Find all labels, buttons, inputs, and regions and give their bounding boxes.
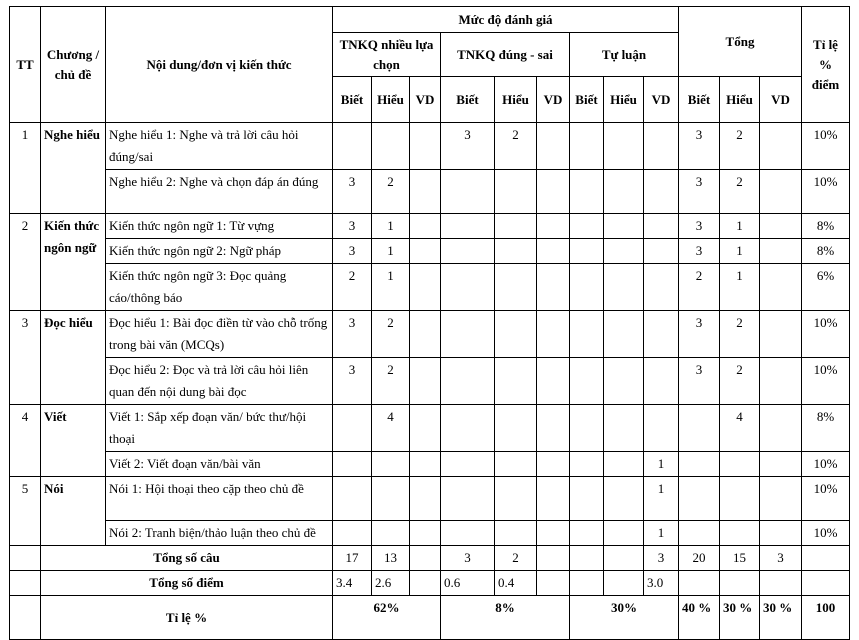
- cell-tf-v: [537, 170, 570, 214]
- cell-t-h: [720, 452, 760, 477]
- cell-es-b: [570, 239, 604, 264]
- cell-es-h: [604, 123, 644, 170]
- table-row: [10, 239, 850, 264]
- cell-tf-b: [441, 311, 495, 358]
- cell-es-v: [644, 358, 679, 405]
- cell-t-v: [760, 452, 802, 477]
- row-content: Đọc hiểu 2: Đọc và trả lời câu hỏi liên quan đến nội dung bài đọc: [106, 358, 333, 405]
- cell-t-v: [760, 170, 802, 214]
- cell-es-h: [604, 405, 644, 452]
- row-topic: Đọc hiểu: [41, 311, 106, 405]
- cell-mcq-h: 13: [372, 546, 410, 571]
- cell-mcq-v: [410, 452, 441, 477]
- cell-es-h: [604, 477, 644, 521]
- cell-tf-b: [441, 521, 495, 546]
- cell-t-b: 3: [679, 311, 720, 358]
- cell-mcq-h: [372, 521, 410, 546]
- row-number: 5: [10, 477, 41, 546]
- totals-questions-row: [10, 546, 850, 571]
- table-row: [10, 521, 850, 546]
- table-row: [10, 214, 850, 239]
- cell-tf-v: [537, 264, 570, 311]
- table-row: [10, 358, 850, 405]
- row-percent: 6%: [802, 264, 850, 311]
- header-ratio: Tỉ lệ % điểm: [802, 7, 850, 123]
- row-content: Nghe hiểu 2: Nghe và chọn đáp án đúng: [106, 170, 333, 214]
- row-content: Kiến thức ngôn ngữ 2: Ngữ pháp: [106, 239, 333, 264]
- cell-t-b: 2: [679, 264, 720, 311]
- totals-points-label: Tổng số điểm: [41, 571, 333, 596]
- matrix-page: [9, 6, 850, 640]
- cell-mcq-b: 17: [333, 546, 372, 571]
- cell-mcq-h: 2: [372, 358, 410, 405]
- header-total: Tổng: [679, 7, 802, 77]
- cell-es-b: [570, 405, 604, 452]
- cell-es-v: [644, 214, 679, 239]
- cell-t-h: 2: [720, 311, 760, 358]
- cell-es-v: [644, 123, 679, 170]
- row-topic: Nghe hiểu: [41, 123, 106, 214]
- header-mcq: TNKQ nhiều lựa chọn: [333, 33, 441, 77]
- row-percent: 10%: [802, 452, 850, 477]
- cell-tf-h: [495, 452, 537, 477]
- cell-t-h: 4: [720, 405, 760, 452]
- cell-mcq-b: 3: [333, 311, 372, 358]
- cell-es-h: [604, 311, 644, 358]
- cell-es-h: [604, 264, 644, 311]
- cell-tf-h: [495, 405, 537, 452]
- row-percent: 10%: [802, 358, 850, 405]
- header-truefalse: TNKQ đúng - sai: [441, 33, 570, 77]
- cell-es-v: [644, 170, 679, 214]
- cell-tf-b: 3: [441, 123, 495, 170]
- cell-mcq-v: [410, 521, 441, 546]
- row-number: 1: [10, 123, 41, 214]
- header-es-hieu: Hiểu: [604, 77, 644, 123]
- totals-points-row: [10, 571, 850, 596]
- row-content: Viết 1: Sắp xếp đoạn văn/ bức thư/hội thoại: [106, 405, 333, 452]
- row-number: 2: [10, 214, 41, 311]
- header-mcq-vd: VD: [410, 77, 441, 123]
- cell-tf-v: [537, 405, 570, 452]
- header-tf-vd: VD: [537, 77, 570, 123]
- header-content: Nội dung/đơn vị kiến thức: [106, 7, 333, 123]
- cell-mcq-v: [410, 170, 441, 214]
- cell-mcq-b: [333, 123, 372, 170]
- totals-ratio-label: Tỉ lệ %: [41, 596, 333, 640]
- row-percent: 8%: [802, 405, 850, 452]
- cell-es-v: 3: [644, 546, 679, 571]
- cell-t-h: 1: [720, 239, 760, 264]
- cell-es-b: [570, 477, 604, 521]
- cell-tf-h: [495, 477, 537, 521]
- cell-t-h: 2: [720, 123, 760, 170]
- ratio-truefalse: 8%: [441, 596, 570, 640]
- cell-mcq-v: [410, 123, 441, 170]
- cell-t-v: [760, 239, 802, 264]
- cell-es-h: [604, 358, 644, 405]
- table-row: [10, 405, 850, 452]
- cell-mcq-v: [410, 405, 441, 452]
- cell-tf-v: [537, 311, 570, 358]
- cell-t-b: 3: [679, 214, 720, 239]
- cell-mcq-b: [333, 452, 372, 477]
- cell-mcq-h: 1: [372, 214, 410, 239]
- header-mcq-hieu: Hiểu: [372, 77, 410, 123]
- cell-mcq-v: [410, 214, 441, 239]
- cell-t-h: 2: [720, 170, 760, 214]
- cell-es-v: [644, 311, 679, 358]
- row-content: Kiến thức ngôn ngữ 3: Đọc quảng cáo/thông báo: [106, 264, 333, 311]
- cell-t-b: 3: [679, 170, 720, 214]
- cell-mcq-b: [333, 405, 372, 452]
- cell-es-b: [570, 452, 604, 477]
- cell-es-b: [570, 358, 604, 405]
- cell-t-v: [760, 358, 802, 405]
- row-percent: 10%: [802, 477, 850, 521]
- row-content: Đọc hiểu 1: Bài đọc điền từ vào chỗ trống trong bài văn (MCQs): [106, 311, 333, 358]
- cell-mcq-h: [372, 123, 410, 170]
- table-row: [10, 452, 850, 477]
- cell-tf-v: [537, 546, 570, 571]
- table-row: [10, 123, 850, 170]
- cell-tf-h: [495, 214, 537, 239]
- cell-tf-v: [537, 358, 570, 405]
- cell-mcq-v: [410, 264, 441, 311]
- cell-mcq-b: [333, 477, 372, 521]
- cell-tf-b: 3: [441, 546, 495, 571]
- row-percent: 10%: [802, 311, 850, 358]
- cell-t-h: 1: [720, 214, 760, 239]
- cell-t-b: [679, 477, 720, 521]
- cell-mcq-h: 2: [372, 311, 410, 358]
- cell-t-v: 3: [760, 546, 802, 571]
- cell-t-v: [760, 571, 802, 596]
- cell-mcq-h: 1: [372, 239, 410, 264]
- cell-es-b: [570, 123, 604, 170]
- cell-t-h: 2: [720, 358, 760, 405]
- cell-tf-h: 2: [495, 546, 537, 571]
- ratio-mcq: 62%: [333, 596, 441, 640]
- cell-tf-h: [495, 311, 537, 358]
- cell-tf-h: 2: [495, 123, 537, 170]
- cell-tf-h: [495, 358, 537, 405]
- ratio-total-hieu: 30 %: [720, 596, 760, 640]
- cell-t-h: [720, 477, 760, 521]
- cell-es-b: [570, 546, 604, 571]
- cell-es-h: [604, 214, 644, 239]
- row-percent: 10%: [802, 123, 850, 170]
- cell-t-h: [720, 571, 760, 596]
- blank-cell: [10, 571, 41, 596]
- table-row: [10, 477, 850, 521]
- row-topic: Viết: [41, 405, 106, 477]
- cell-t-h: 1: [720, 264, 760, 311]
- cell-es-v: 1: [644, 477, 679, 521]
- cell-mcq-b: 2: [333, 264, 372, 311]
- cell-t-b: [679, 521, 720, 546]
- header-chapter: Chương / chủ đề: [41, 7, 106, 123]
- cell-tf-b: [441, 405, 495, 452]
- cell-mcq-v: [410, 311, 441, 358]
- cell-t-v: [760, 521, 802, 546]
- cell-es-v: 3.0: [644, 571, 679, 596]
- header-es-vd: VD: [644, 77, 679, 123]
- cell-mcq-b: 3: [333, 358, 372, 405]
- cell-mcq-b: 3: [333, 170, 372, 214]
- cell-tf-h: [495, 170, 537, 214]
- cell-tf-v: [537, 521, 570, 546]
- cell-tf-h: [495, 264, 537, 311]
- cell-tf-v: [537, 214, 570, 239]
- cell-mcq-b: [333, 521, 372, 546]
- row-percent: 8%: [802, 239, 850, 264]
- cell-mcq-v: [410, 546, 441, 571]
- cell-tf-h: [495, 521, 537, 546]
- cell-t-v: [760, 214, 802, 239]
- row-content: Nói 1: Hội thoại theo cặp theo chủ đề: [106, 477, 333, 521]
- row-content: Nói 2: Tranh biện/thảo luận theo chủ đề: [106, 521, 333, 546]
- cell-tf-b: [441, 214, 495, 239]
- cell-t-b: [679, 571, 720, 596]
- cell-es-v: [644, 405, 679, 452]
- table-row: [10, 264, 850, 311]
- assessment-matrix-table: [9, 6, 850, 640]
- cell-es-h: [604, 452, 644, 477]
- cell-mcq-v: [410, 358, 441, 405]
- cell-tf-h: 0.4: [495, 571, 537, 596]
- cell-tf-b: [441, 264, 495, 311]
- cell-mcq-v: [410, 477, 441, 521]
- cell-mcq-b: 3: [333, 239, 372, 264]
- header-tt: TT: [10, 7, 41, 123]
- cell-t-v: [760, 477, 802, 521]
- cell-pct: [802, 546, 850, 571]
- cell-es-v: 1: [644, 521, 679, 546]
- cell-mcq-v: [410, 571, 441, 596]
- cell-tf-b: 0.6: [441, 571, 495, 596]
- cell-t-b: 3: [679, 239, 720, 264]
- cell-tf-b: [441, 452, 495, 477]
- ratio-total-vd: 30 %: [760, 596, 802, 640]
- cell-t-h: 15: [720, 546, 760, 571]
- cell-pct: [802, 571, 850, 596]
- row-percent: 10%: [802, 170, 850, 214]
- cell-es-b: [570, 214, 604, 239]
- header-essay: Tự luận: [570, 33, 679, 77]
- ratio-total-biet: 40 %: [679, 596, 720, 640]
- cell-t-b: 3: [679, 123, 720, 170]
- cell-mcq-h: [372, 452, 410, 477]
- row-topic: Nói: [41, 477, 106, 546]
- cell-es-h: [604, 521, 644, 546]
- header-level: Mức độ đánh giá: [333, 7, 679, 33]
- cell-tf-v: [537, 452, 570, 477]
- cell-tf-v: [537, 477, 570, 521]
- row-percent: 10%: [802, 521, 850, 546]
- cell-mcq-b: 3: [333, 214, 372, 239]
- cell-t-v: [760, 311, 802, 358]
- header-tf-hieu: Hiểu: [495, 77, 537, 123]
- blank-cell: [10, 546, 41, 571]
- cell-tf-b: [441, 170, 495, 214]
- row-number: 3: [10, 311, 41, 405]
- cell-es-b: [570, 311, 604, 358]
- cell-t-b: [679, 452, 720, 477]
- cell-tf-v: [537, 239, 570, 264]
- cell-t-b: 20: [679, 546, 720, 571]
- cell-mcq-h: [372, 477, 410, 521]
- row-topic: Kiến thức ngôn ngữ: [41, 214, 106, 311]
- row-content: Kiến thức ngôn ngữ 1: Từ vựng: [106, 214, 333, 239]
- cell-t-h: [720, 521, 760, 546]
- cell-tf-b: [441, 358, 495, 405]
- cell-es-b: [570, 521, 604, 546]
- cell-tf-b: [441, 477, 495, 521]
- header-total-hieu: Hiểu: [720, 77, 760, 123]
- totals-questions-label: Tổng số câu: [41, 546, 333, 571]
- cell-es-b: [570, 170, 604, 214]
- cell-es-h: [604, 170, 644, 214]
- header-es-biet: Biết: [570, 77, 604, 123]
- cell-t-v: [760, 264, 802, 311]
- cell-es-b: [570, 264, 604, 311]
- cell-es-h: [604, 571, 644, 596]
- table-row: [10, 170, 850, 214]
- header-total-biet: Biết: [679, 77, 720, 123]
- header-mcq-biet: Biết: [333, 77, 372, 123]
- cell-mcq-h: 2: [372, 170, 410, 214]
- cell-es-v: [644, 264, 679, 311]
- row-content: Nghe hiểu 1: Nghe và trả lời câu hỏi đúng/sai: [106, 123, 333, 170]
- cell-tf-b: [441, 239, 495, 264]
- cell-mcq-h: 1: [372, 264, 410, 311]
- row-percent: 8%: [802, 214, 850, 239]
- cell-tf-h: [495, 239, 537, 264]
- header-total-vd: VD: [760, 77, 802, 123]
- cell-mcq-h: 4: [372, 405, 410, 452]
- row-content: Viết 2: Viết đoạn văn/bài văn: [106, 452, 333, 477]
- cell-t-b: [679, 405, 720, 452]
- row-number: 4: [10, 405, 41, 477]
- cell-tf-v: [537, 123, 570, 170]
- cell-es-v: 1: [644, 452, 679, 477]
- cell-t-v: [760, 405, 802, 452]
- cell-t-b: 3: [679, 358, 720, 405]
- cell-es-b: [570, 571, 604, 596]
- cell-es-h: [604, 239, 644, 264]
- header-tf-biet: Biết: [441, 77, 495, 123]
- ratio-essay: 30%: [570, 596, 679, 640]
- table-row: [10, 311, 850, 358]
- ratio-all: 100: [802, 596, 850, 640]
- cell-mcq-b: 3.4: [333, 571, 372, 596]
- cell-t-v: [760, 123, 802, 170]
- cell-tf-v: [537, 571, 570, 596]
- cell-mcq-v: [410, 239, 441, 264]
- cell-mcq-h: 2.6: [372, 571, 410, 596]
- cell-es-v: [644, 239, 679, 264]
- cell-es-h: [604, 546, 644, 571]
